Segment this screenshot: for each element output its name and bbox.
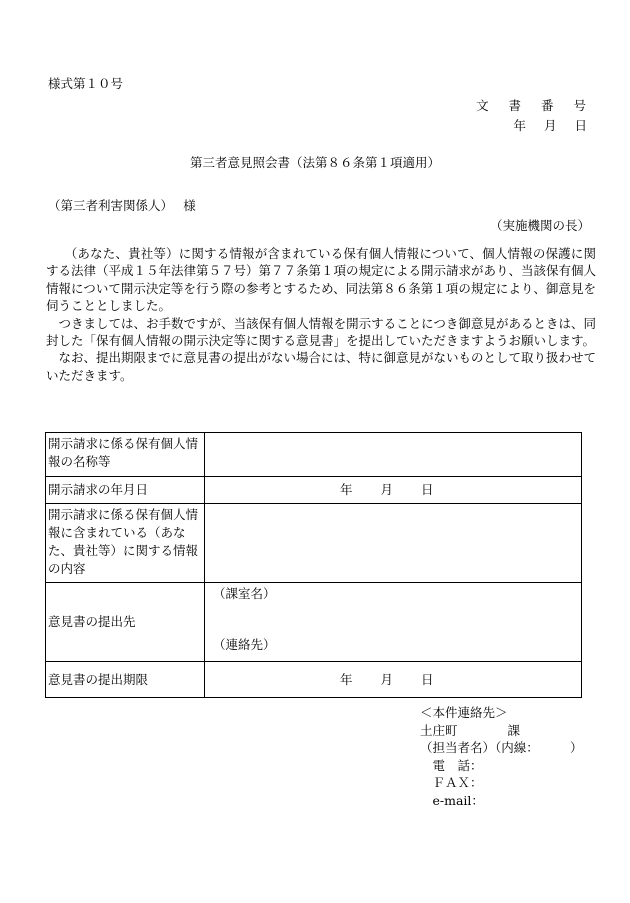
contact-block <box>420 704 583 810</box>
table-row <box>46 477 582 504</box>
day-label: 日 <box>421 482 434 497</box>
info-name-value[interactable] <box>205 433 582 477</box>
contact-phone: 電 話： <box>420 757 483 773</box>
submission-destination-label: 意見書の提出先 <box>46 583 205 662</box>
request-date-value[interactable] <box>205 477 582 504</box>
body-paragraph-2: つきましては、お手数ですが、当該保有個人情報を開示することにつき御意見があるときは、同封した「保有個人情報の開示決定等に関する意見書」を提出していただきますようお願いします。 <box>46 315 596 349</box>
section-name-label: （課室名） <box>213 586 276 601</box>
contact-info-label: （連絡先） <box>213 637 276 652</box>
document-number-label: 文 書 番 号 <box>476 98 594 113</box>
contact-person: （担当者名）（内線： ） <box>420 740 583 756</box>
form-number: 様式第１０号 <box>48 76 124 91</box>
document-date-label: 年 月 日 <box>513 118 594 133</box>
body-paragraph-3: なお、提出期限までに意見書の提出がない場合には、特に御意見がないものとして取り扱わせていただきます。 <box>46 350 597 383</box>
table-row <box>46 504 582 583</box>
year-label: 年 <box>340 482 353 497</box>
submission-deadline-value[interactable] <box>205 662 582 698</box>
request-date-label: 開示請求の年月日 <box>46 477 205 504</box>
contact-heading: ＜本件連絡先＞ <box>420 705 508 720</box>
info-content-value[interactable] <box>205 504 582 583</box>
year-label: 年 <box>340 671 353 687</box>
info-content-label: 開示請求に係る保有個人情報に含まれている（あなた、貴社等）に関する情報の内容 <box>46 504 205 583</box>
table-row <box>46 433 582 477</box>
info-table <box>45 432 582 698</box>
month-label: 月 <box>380 671 394 687</box>
table-row <box>46 662 582 698</box>
addressee: （第三者利害関係人） 様 <box>48 198 196 213</box>
document-title: 第三者意見照会書（法第８６条第１項適用） <box>189 155 440 170</box>
contact-email: e-mail： <box>420 792 484 808</box>
submission-destination-value[interactable] <box>205 583 582 662</box>
month-label: 月 <box>380 482 394 497</box>
body-text <box>46 245 596 384</box>
contact-fax: ＦＡＸ： <box>420 775 483 791</box>
submission-deadline-label: 意見書の提出期限 <box>46 662 205 698</box>
info-name-label: 開示請求に係る保有個人情報の名称等 <box>46 433 205 477</box>
contact-office: 土庄町 課 <box>420 722 521 738</box>
sender: （実施機関の長） <box>489 218 590 233</box>
day-label: 日 <box>421 671 434 687</box>
table-row <box>46 583 582 662</box>
body-paragraph-1: （あなた、貴社等）に関する情報が含まれている保有個人情報について、個人情報の保護に関する法律（平成１５年法律第５７号）第７７条第１項の規定による開示請求があり、当該保有個人情報について開示決定等を行う際の参考とするため、同法第８６条第１項の規定により、御意見を伺うこととしました。 <box>46 246 597 314</box>
